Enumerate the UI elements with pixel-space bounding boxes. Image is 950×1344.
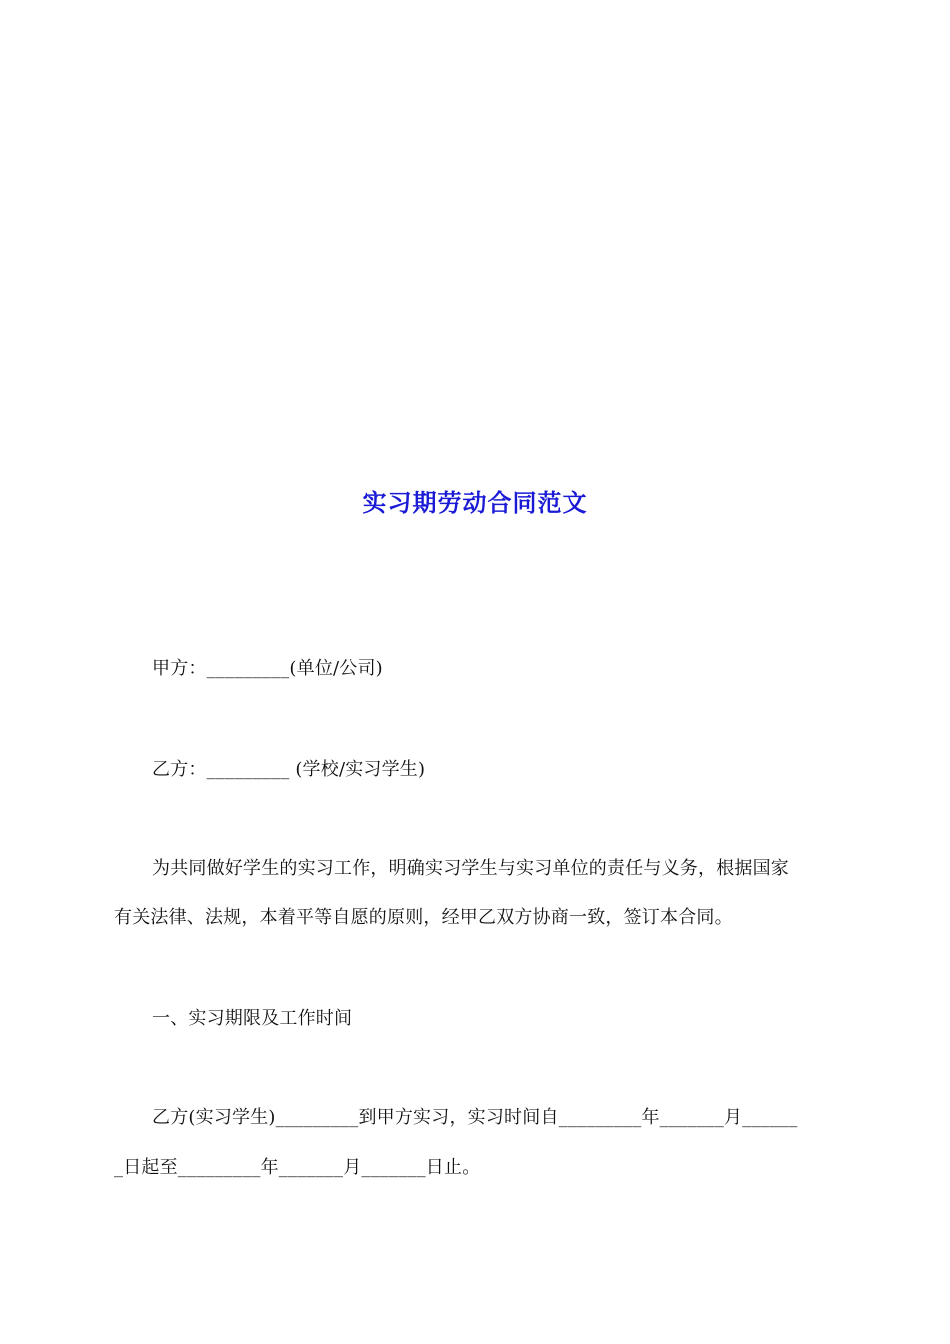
document-title: 实习期劳动合同范文	[362, 488, 588, 517]
party-b-line: 乙方：_________ (学校/实习学生)	[152, 759, 426, 780]
section-1-heading: 一、实习期限及工作时间	[152, 1008, 353, 1029]
section-1-line-2: _日起至_________年_______月_______日止。	[114, 1157, 481, 1178]
section-1-line-1: 乙方(实习学生)_________到甲方实习，实习时间自_________年_______月______	[152, 1107, 798, 1128]
preamble-line-1: 为共同做好学生的实习工作，明确实习学生与实习单位的责任与义务，根据国家	[152, 858, 789, 879]
preamble-line-2: 有关法律、法规，本着平等自愿的原则，经甲乙双方协商一致，签订本合同。	[114, 907, 733, 928]
party-a-line: 甲方：_________(单位/公司)	[152, 658, 383, 679]
